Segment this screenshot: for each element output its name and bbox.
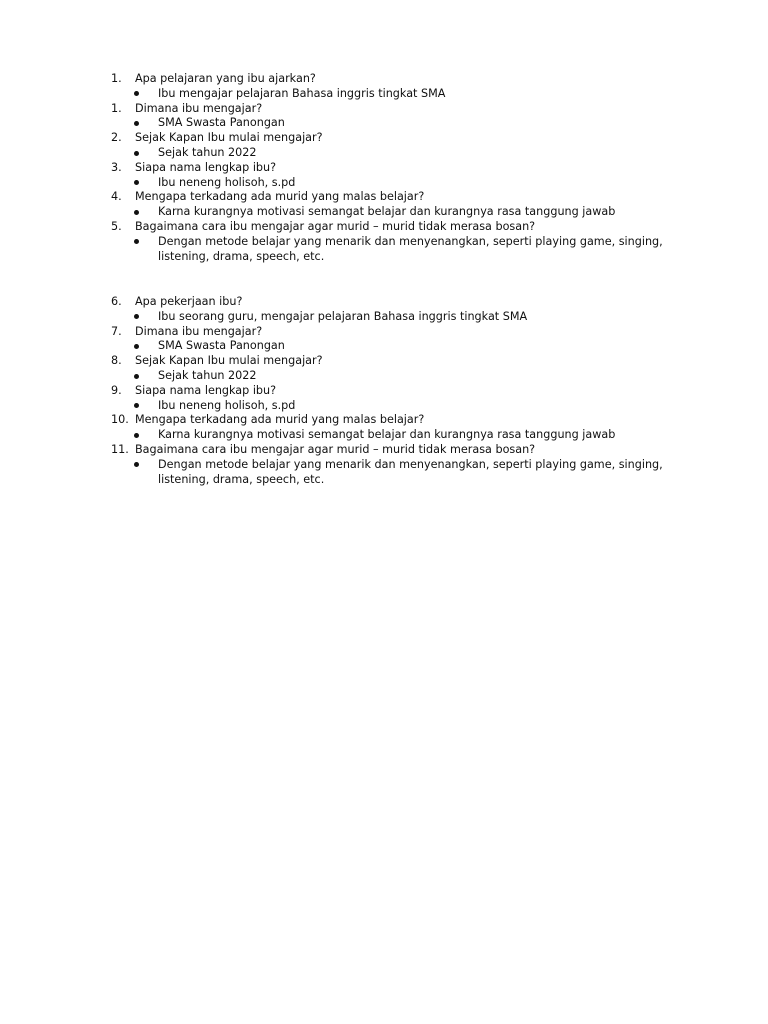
answer-text: Karna kurangnya motivasi semangat belajar dan kurangnya rasa tanggung jawab — [158, 205, 616, 219]
question-number: 1. — [111, 72, 122, 85]
question-number: 6. — [111, 295, 122, 308]
bullet-icon — [134, 91, 139, 96]
question-number: 3. — [111, 160, 122, 174]
question-text: Apa pelajaran yang ibu ajarkan? — [135, 72, 316, 85]
question-text: Siapa nama lengkap ibu? — [135, 383, 277, 397]
answer-item — [0, 87, 768, 102]
question-number: 8. — [111, 354, 122, 368]
answer-text: Dengan metode belajar yang menarik dan menyenangkan, seperti playing game, singing, listening, drama, speech, etc. — [158, 234, 663, 263]
answer-item — [0, 235, 768, 265]
question-text: Dimana ibu mengajar? — [135, 324, 263, 338]
question-item — [0, 161, 768, 176]
answer-text: Sejak tahun 2022 — [158, 145, 257, 159]
question-item — [0, 102, 768, 117]
question-item — [0, 325, 768, 340]
question-text: Bagaimana cara ibu mengajar agar murid – murid tidak merasa bosan? — [135, 219, 536, 233]
interview-list-2 — [0, 295, 768, 487]
question-item — [0, 413, 768, 428]
answer-text: Ibu neneng holisoh, s.pd — [158, 175, 296, 189]
bullet-icon — [134, 374, 139, 379]
answer-text: Karna kurangnya motivasi semangat belajar dan kurangnya rasa tanggung jawab — [158, 428, 616, 442]
answer-item — [0, 205, 768, 220]
answer-text: Ibu mengajar pelajaran Bahasa inggris tingkat SMA — [158, 86, 446, 100]
answer-item — [0, 428, 768, 443]
interview-list-1 — [0, 72, 768, 264]
question-number: 5. — [111, 219, 122, 233]
bullet-icon — [134, 462, 139, 467]
bullet-icon — [134, 239, 139, 244]
answer-item — [0, 310, 768, 325]
question-number: 9. — [111, 383, 122, 397]
question-item — [0, 220, 768, 235]
answer-item — [0, 458, 768, 488]
question-text: Apa pekerjaan ibu? — [135, 295, 243, 308]
question-number: 10. — [111, 413, 129, 427]
bullet-icon — [134, 121, 139, 126]
question-item — [0, 443, 768, 458]
question-number: 7. — [111, 324, 122, 338]
question-number: 11. — [111, 442, 129, 456]
answer-item — [0, 146, 768, 161]
answer-text: Sejak tahun 2022 — [158, 368, 257, 382]
bullet-icon — [134, 314, 139, 319]
answer-text: Ibu neneng holisoh, s.pd — [158, 398, 296, 412]
question-text: Sejak Kapan Ibu mulai mengajar? — [135, 131, 323, 145]
bullet-icon — [134, 151, 139, 156]
question-number: 1. — [111, 101, 122, 115]
answer-item — [0, 399, 768, 414]
question-item — [0, 384, 768, 399]
question-text: Mengapa terkadang ada murid yang malas belajar? — [135, 190, 425, 204]
bullet-icon — [134, 433, 139, 438]
question-text: Dimana ibu mengajar? — [135, 101, 263, 115]
bullet-icon — [134, 210, 139, 215]
bullet-icon — [134, 344, 139, 349]
question-number: 2. — [111, 131, 122, 145]
bullet-icon — [134, 403, 139, 408]
bullet-icon — [134, 180, 139, 185]
answer-item — [0, 116, 768, 131]
question-number: 4. — [111, 190, 122, 204]
question-item — [0, 131, 768, 146]
answer-item — [0, 369, 768, 384]
question-item — [0, 72, 768, 87]
question-text: Bagaimana cara ibu mengajar agar murid – murid tidak merasa bosan? — [135, 442, 536, 456]
answer-text: SMA Swasta Panongan — [158, 339, 285, 353]
answer-text: Ibu seorang guru, mengajar pelajaran Bahasa inggris tingkat SMA — [158, 309, 528, 323]
question-text: Sejak Kapan Ibu mulai mengajar? — [135, 354, 323, 368]
answer-text: Dengan metode belajar yang menarik dan menyenangkan, seperti playing game, singing, listening, drama, speech, etc. — [158, 457, 663, 486]
answer-item — [0, 176, 768, 191]
answer-item — [0, 339, 768, 354]
question-text: Siapa nama lengkap ibu? — [135, 160, 277, 174]
question-text: Mengapa terkadang ada murid yang malas belajar? — [135, 413, 425, 427]
answer-text: SMA Swasta Panongan — [158, 116, 285, 130]
question-item — [0, 295, 768, 310]
question-item — [0, 190, 768, 205]
question-item — [0, 354, 768, 369]
